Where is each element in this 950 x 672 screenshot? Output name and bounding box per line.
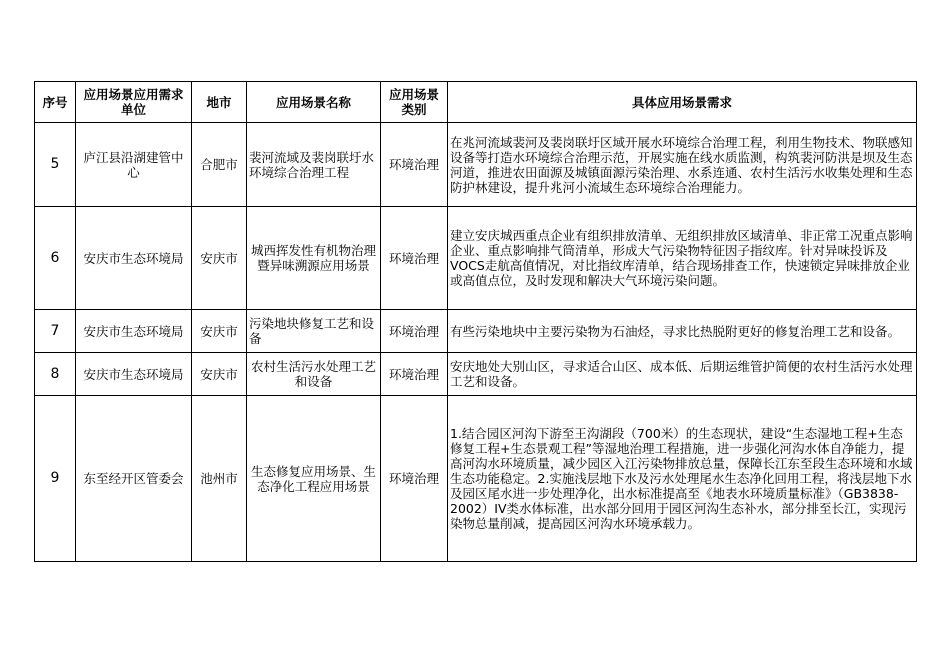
- table-header-row: [35, 82, 917, 123]
- cell-city: 合肥市: [192, 123, 247, 207]
- cell-no: 5: [35, 123, 76, 207]
- cell-city: 池州市: [192, 396, 247, 562]
- header-scenario-name: 应用场景名称: [247, 82, 381, 123]
- cell-detail: 安庆地处大别山区，寻求适合山区、成本低、后期运维管护简便的农村生活污水处理工艺和设备。: [448, 353, 917, 396]
- cell-category: 环境治理: [381, 123, 448, 207]
- cell-unit: 东至经开区管委会: [76, 396, 192, 562]
- table-row: [35, 396, 917, 562]
- cell-no: 7: [35, 310, 76, 353]
- table-row: [35, 123, 917, 207]
- cell-no: 8: [35, 353, 76, 396]
- cell-city: 安庆市: [192, 207, 247, 310]
- cell-detail: 在兆河流域裴河及裴岗联圩区域开展水环境综合治理工程，利用生物技术、物联感知设备等打造水环境综合治理示范，开展实施在线水质监测，构筑裴河防洪是坝及生态河道，推进农田面源及城镇面源污染治理、水系连通、农村生活污水收集处理和生态防护林建设，提升兆河小流域生态环境综合治理能力。: [448, 123, 917, 207]
- header-city: 地市: [192, 82, 247, 123]
- header-category: 应用场景类别: [381, 82, 448, 123]
- cell-detail: 有些污染地块中主要污染物为石油烃，寻求比热脱附更好的修复治理工艺和设备。: [448, 310, 917, 353]
- header-no: 序号: [35, 82, 76, 123]
- cell-detail: 1.结合园区河沟下游至王沟湖段（700米）的生态现状，建设“生态湿地工程+生态修复工程+生态景观工程”等湿地治理工程措施，进一步强化河沟水体自净能力，提高河沟水环境质量，减少园区入江污染物排放总量，保障长江东至段生态环境和水域生态功能稳定。2.实施浅层地下水及污水处理尾水生态净化回用工程，将浅层地下水及园区尾水进一步处理净化，出水标准提高至《地表水环境质量标准》（GB3838-2002）IV类水体标准，出水部分回用于园区河沟生态补水，部分排至长江，实现污染物总量削减，提高园区河沟水环境承载力。: [448, 396, 917, 562]
- cell-unit: 安庆市生态环境局: [76, 207, 192, 310]
- cell-no: 9: [35, 396, 76, 562]
- cell-category: 环境治理: [381, 396, 448, 562]
- cell-scenario-name: 裴河流域及裴岗联圩水环境综合治理工程: [247, 123, 381, 207]
- header-unit: 应用场景应用需求单位: [76, 82, 192, 123]
- table-row: [35, 353, 917, 396]
- table-row: [35, 207, 917, 310]
- cell-no: 6: [35, 207, 76, 310]
- cell-unit: 安庆市生态环境局: [76, 310, 192, 353]
- cell-category: 环境治理: [381, 207, 448, 310]
- cell-scenario-name: 农村生活污水处理工艺和设备: [247, 353, 381, 396]
- scenario-table: [34, 81, 917, 562]
- cell-unit: 庐江县沿湖建管中心: [76, 123, 192, 207]
- table-row: [35, 310, 917, 353]
- cell-city: 安庆市: [192, 353, 247, 396]
- cell-city: 安庆市: [192, 310, 247, 353]
- cell-detail: 建立安庆城西重点企业有组织排放清单、无组织排放区域清单、非正常工况重点影响企业、重点影响排气筒清单，形成大气污染物特征因子指纹库。针对异味投诉及VOCS走航高值情况，对比指纹库清单，结合现场排查工作，快速锁定异味排放企业或高值点位，及时发现和解决大气环境污染问题。: [448, 207, 917, 310]
- header-detail: 具体应用场景需求: [448, 82, 917, 123]
- cell-scenario-name: 城西挥发性有机物治理暨异味溯源应用场景: [247, 207, 381, 310]
- cell-scenario-name: 生态修复应用场景、生态净化工程应用场景: [247, 396, 381, 562]
- cell-category: 环境治理: [381, 353, 448, 396]
- cell-scenario-name: 污染地块修复工艺和设备: [247, 310, 381, 353]
- cell-category: 环境治理: [381, 310, 448, 353]
- cell-unit: 安庆市生态环境局: [76, 353, 192, 396]
